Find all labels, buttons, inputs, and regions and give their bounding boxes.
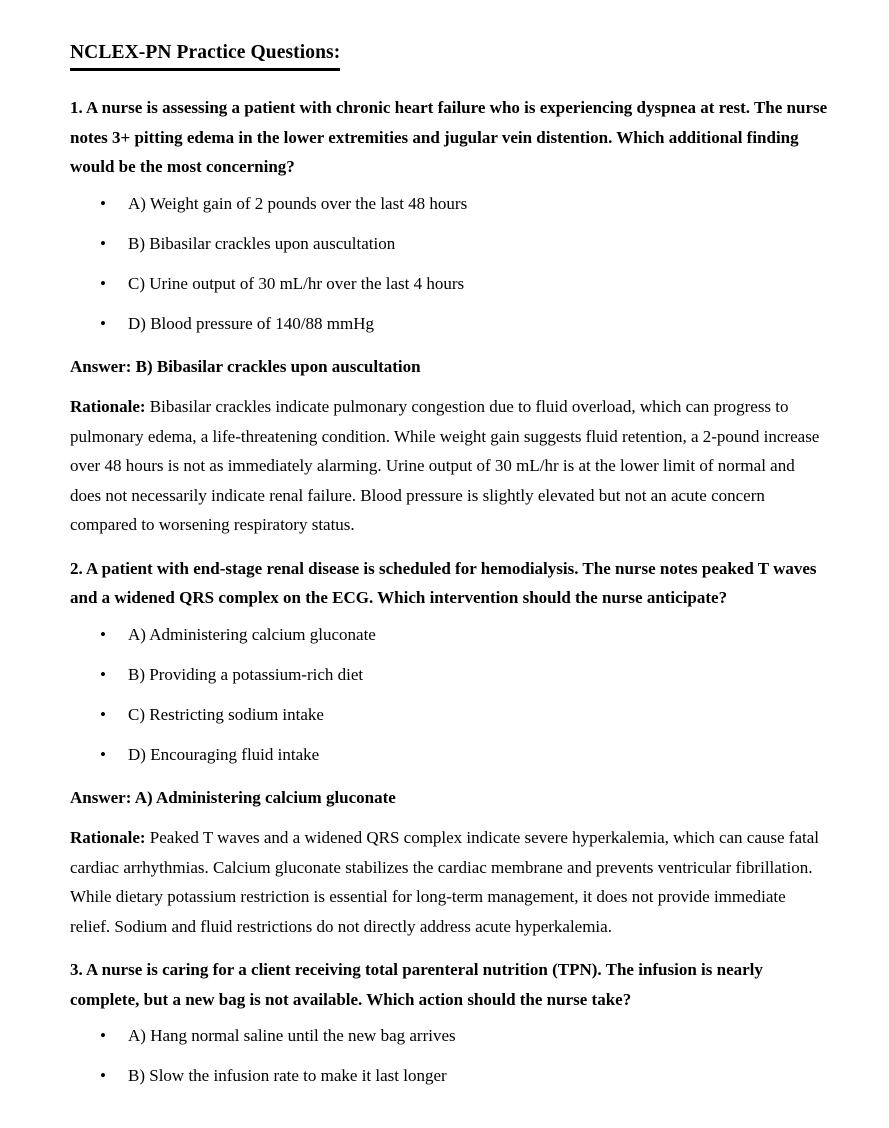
option-item[interactable] [70, 192, 830, 216]
option-label: C) Urine output of 30 mL/hr over the last 4 hours [128, 273, 465, 293]
option-label: D) Blood pressure of 140/88 mmHg [128, 313, 375, 333]
question-block-3 [70, 955, 830, 1088]
question-block-1 [70, 93, 830, 540]
option-label: D) Encouraging fluid intake [128, 744, 320, 764]
options-list [70, 623, 830, 767]
bullet-icon: • [100, 233, 106, 253]
option-item[interactable] [70, 703, 830, 727]
rationale-paragraph [70, 823, 830, 941]
options-list [70, 192, 830, 336]
option-label: B) Bibasilar crackles upon auscultation [128, 233, 396, 253]
option-label: B) Providing a potassium-rich diet [128, 664, 364, 684]
bullet-icon: • [100, 193, 106, 213]
bullet-icon: • [100, 664, 106, 684]
rationale-text: Bibasilar crackles indicate pulmonary congestion due to fluid overload, which can progress to pulmonary edema, a life-threatening condition. While weight gain suggests fluid retention, a 2-pound increase over 48 hours is not as immediately alarming. Urine output of 30 mL/hr is at the lower limit of normal and does not necessarily indicate renal failure. Blood pressure is slightly elevated but not an acute concern compared to worsening respiratory status. [70, 397, 820, 534]
option-label: C) Restricting sodium intake [128, 704, 324, 724]
bullet-icon: • [100, 1066, 106, 1085]
option-label: A) Hang normal saline until the new bag arrives [128, 1026, 456, 1045]
bullet-icon: • [100, 313, 106, 333]
answer-line [70, 783, 830, 813]
option-item[interactable] [70, 623, 830, 647]
answer-label: Answer: [70, 356, 136, 376]
bullet-icon: • [100, 704, 106, 724]
answer-text: B) Bibasilar crackles upon auscultation [135, 356, 421, 376]
page-title: NCLEX-PN Practice Questions: [70, 40, 340, 71]
option-item[interactable] [70, 663, 830, 687]
bullet-icon: • [100, 744, 106, 764]
rationale-label: Rationale: [70, 828, 150, 847]
rationale-paragraph [70, 392, 830, 540]
option-label: A) Administering calcium gluconate [128, 624, 376, 644]
page-title-container [70, 40, 830, 71]
question-stem: 3. A nurse is caring for a client receiving total parenteral nutrition (TPN). The infusion is nearly complete, but a new bag is not available. Which action should the nurse take? [70, 960, 763, 1009]
option-item[interactable] [70, 1024, 830, 1048]
option-label: A) Weight gain of 2 pounds over the last 48 hours [128, 193, 468, 213]
question-stem: 1. A nurse is assessing a patient with chronic heart failure who is experiencing dyspnea at rest. The nurse notes 3+ pitting edema in the lower extremities and jugular vein distention. Which additional finding would be the most concerning? [70, 98, 828, 176]
bullet-icon: • [100, 624, 106, 644]
answer-text: A) Administering calcium gluconate [134, 787, 396, 807]
bullet-icon: • [100, 1026, 106, 1045]
option-item[interactable] [70, 312, 830, 336]
option-item[interactable] [70, 1064, 830, 1088]
rationale-text: Peaked T waves and a widened QRS complex indicate severe hyperkalemia, which can cause fatal cardiac arrhythmias. Calcium gluconate stabilizes the cardiac membrane and prevents ventricular fibrillation. While dietary potassium restriction is essential for long-term management, it does not provide immediate relief. Sodium and fluid restrictions do not directly address acute hyperkalemia. [70, 828, 819, 936]
answer-line [70, 352, 830, 382]
question-block-2 [70, 554, 830, 942]
option-item[interactable] [70, 232, 830, 256]
option-label: B) Slow the infusion rate to make it last longer [128, 1066, 447, 1085]
question-stem: 2. A patient with end-stage renal disease is scheduled for hemodialysis. The nurse notes peaked T waves and a widened QRS complex on the ECG. Which intervention should the nurse anticipate? [70, 558, 817, 607]
bullet-icon: • [100, 273, 106, 293]
answer-label: Answer: [70, 787, 135, 807]
rationale-label: Rationale: [70, 397, 150, 416]
option-item[interactable] [70, 743, 830, 767]
options-list [70, 1024, 830, 1088]
option-item[interactable] [70, 272, 830, 296]
